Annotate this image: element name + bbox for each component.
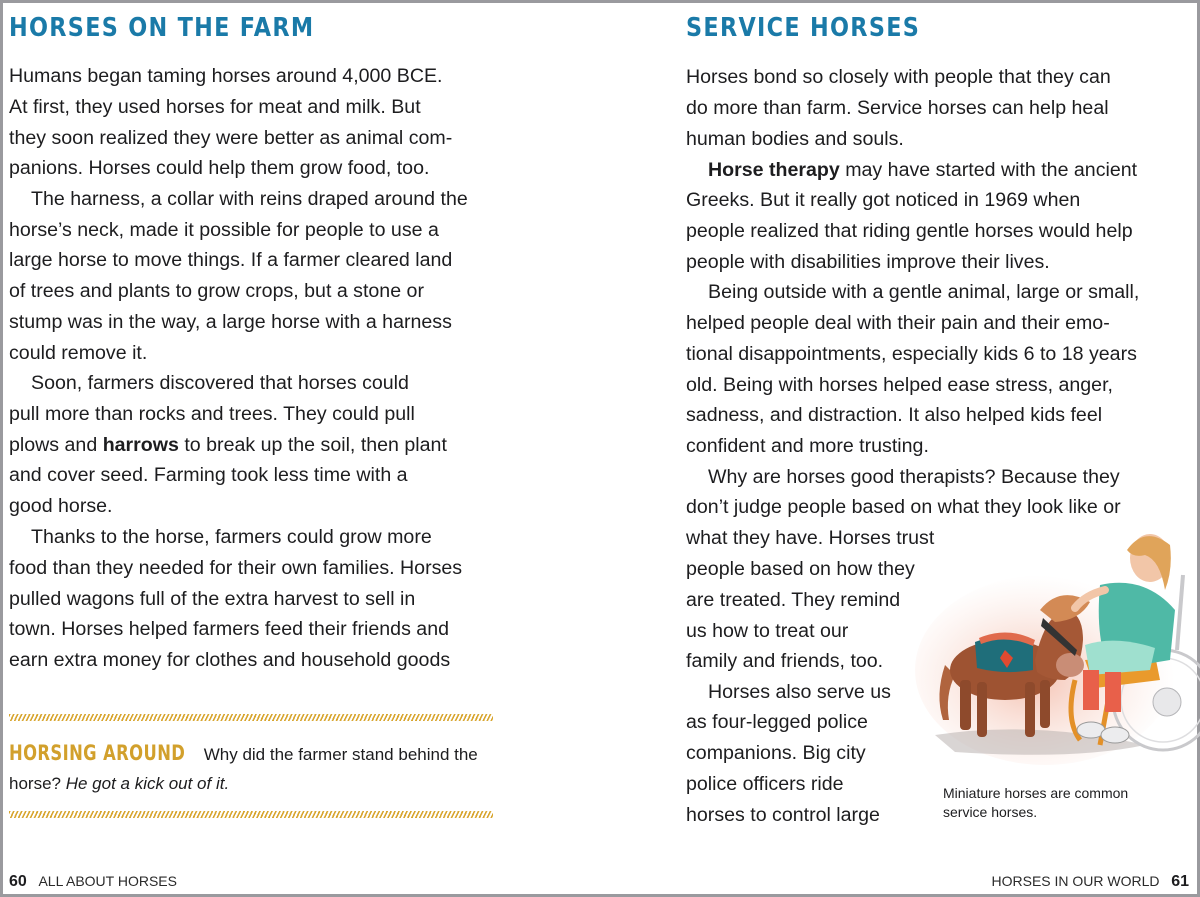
body-line: helped people deal with their pain and their emo-	[686, 312, 1110, 334]
folio-right	[992, 873, 1189, 891]
body-text: may have started with the ancient	[839, 159, 1138, 181]
body-line: horses to control large	[686, 804, 880, 826]
body-line: earn extra money for clothes and household goods	[9, 649, 451, 671]
sidebar-answer: He got a kick out of it.	[65, 774, 230, 793]
body-line: do more than farm. Service horses can help heal	[686, 97, 1109, 119]
body-line: horse’s neck, made it possible for people to use a	[9, 219, 439, 241]
body-line: town. Horses helped farmers feed their friends and	[9, 618, 449, 640]
folio-left	[9, 873, 177, 891]
body-text: plows and	[9, 434, 103, 456]
body-line: they soon realized they were better as animal com-	[9, 127, 453, 149]
body-line: good horse.	[9, 495, 113, 517]
body-line	[708, 158, 1137, 182]
sidebar-line	[9, 772, 229, 796]
body-line	[9, 433, 447, 457]
sidebar-line	[9, 741, 478, 767]
body-line: pulled wagons full of the extra harvest to sell in	[9, 588, 416, 610]
sidebar-question: Why did the farmer stand behind the	[199, 745, 478, 764]
illustration-caption: Miniature horses are common service horses.	[943, 785, 1129, 820]
body-line: Humans began taming horses around 4,000 BCE.	[9, 65, 443, 87]
page-heading: HORSES ON THE FARM	[9, 13, 315, 43]
page-number: 60	[9, 873, 27, 890]
body-line: tional disappointments, especially kids 6 to 18 years	[686, 343, 1137, 365]
body-line: confident and more trusting.	[686, 435, 929, 457]
glossary-term-harrows: harrows	[102, 434, 179, 456]
sidebar-title: HORSING AROUND	[9, 741, 186, 765]
glossary-term-horse-therapy: Horse therapy	[708, 159, 840, 181]
body-line: us how to treat our	[686, 620, 849, 642]
body-line: Thanks to the horse, farmers could grow more	[31, 526, 432, 548]
body-line: large horse to move things. If a farmer cleared land	[9, 249, 453, 271]
body-line: Being outside with a gentle animal, large or small,	[708, 281, 1140, 303]
body-line: and cover seed. Farming took less time with a	[9, 464, 408, 486]
running-head: ALL ABOUT HORSES	[38, 873, 177, 889]
body-line: At first, they used horses for meat and milk. But	[9, 96, 421, 118]
body-line: family and friends, too.	[686, 650, 884, 672]
body-line: could remove it.	[9, 342, 148, 364]
illustration-girl-with-miniature-horse	[915, 530, 1200, 770]
body-line: are treated. They remind	[686, 589, 901, 611]
page-number: 61	[1171, 873, 1189, 890]
body-line: Horses bond so closely with people that they can	[686, 66, 1111, 88]
body-line: pull more than rocks and trees. They could pull	[9, 403, 415, 425]
hatch-divider-top	[9, 714, 493, 721]
body-line: panions. Horses could help them grow food, too.	[9, 157, 430, 179]
sidebar-question: horse?	[9, 774, 66, 793]
body-line: people realized that riding gentle horses would help	[686, 220, 1133, 242]
page-heading: SERVICE HORSES	[686, 13, 921, 43]
body-line: as four-legged police	[686, 711, 868, 733]
body-line: food than they needed for their own families. Horses	[9, 557, 463, 579]
body-line: don’t judge people based on what they look like or	[686, 496, 1121, 518]
body-text: to break up the soil, then plant	[178, 434, 447, 456]
body-line: people based on how they	[686, 558, 915, 580]
body-line: Why are horses good therapists? Because they	[708, 466, 1120, 488]
running-head: HORSES IN OUR WORLD	[991, 873, 1160, 889]
body-line: old. Being with horses helped ease stress, anger,	[686, 374, 1113, 396]
body-line: sadness, and distraction. It also helped kids feel	[686, 404, 1103, 426]
body-line: Soon, farmers discovered that horses could	[31, 372, 409, 394]
body-line: of trees and plants to grow crops, but a stone or	[9, 280, 424, 302]
body-line: police officers ride	[686, 773, 844, 795]
body-line: The harness, a collar with reins draped around the	[31, 188, 468, 210]
hatch-divider-bottom	[9, 811, 493, 818]
right-page	[603, 3, 1197, 894]
body-line: what they have. Horses trust	[686, 527, 935, 549]
body-line: human bodies and souls.	[686, 128, 904, 150]
body-line: Greeks. But it really got noticed in 1969 when	[686, 189, 1081, 211]
body-line: stump was in the way, a large horse with a harness	[9, 311, 452, 333]
body-line: companions. Big city	[686, 742, 866, 764]
left-page	[3, 3, 603, 894]
body-line: people with disabilities improve their lives.	[686, 251, 1050, 273]
body-line: Horses also serve us	[708, 681, 891, 703]
